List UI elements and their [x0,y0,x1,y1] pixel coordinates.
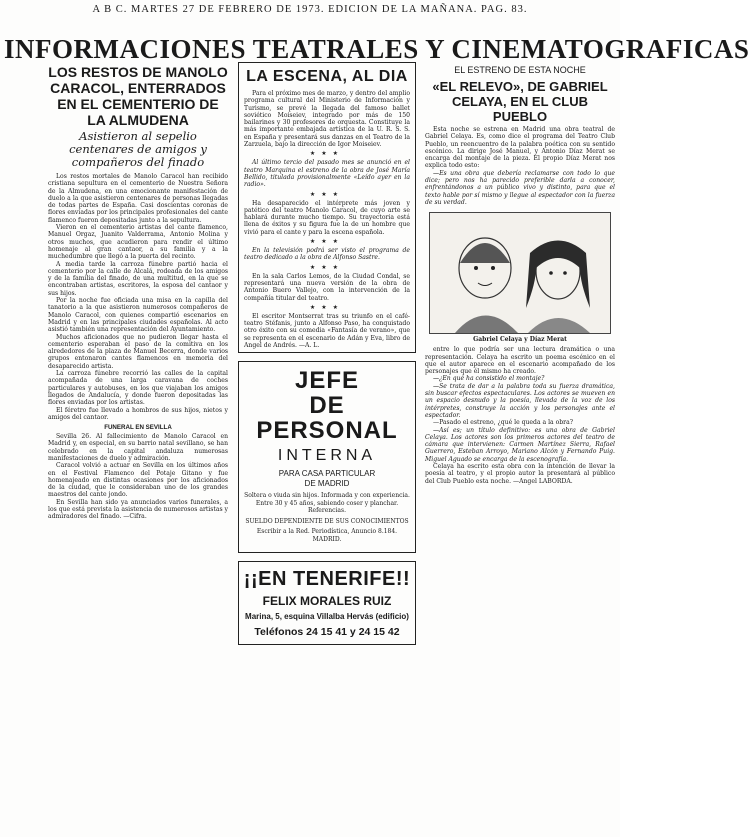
subsection-heading: FUNERAL EN SEVILLA [104,424,172,432]
paragraph: Esta noche se estrena en Madrid una obra teatral de Gabriel Celaya. Es, como dice el programa del Teatro Club Pueblo, un reencuentro de la palabra poética con su sentido escénico. La dirige José Manuel, y Antonio Díaz Merat se encarga del montaje de la pieza. El propio Díaz Merat nos explica todo esto: [425,126,615,170]
author-photo [429,212,611,334]
advert-headline: ¡¡EN TENERIFE!! [243,568,411,591]
advert-phones: Teléfonos 24 15 41 y 24 15 42 [254,626,400,639]
column-caracol [48,62,228,830]
advert-detail: Soltera o viuda sin hijos. Informada y con experiencia. Entre 30 y 45 años, sabiendo coser y planchar. Referencias. [244,492,410,515]
paragraph: La carroza fúnebre recorrió las calles de la capital acompañada de una larga caravana de coches particulares y autobuses, en los que viajaban los amigos llegados de Andalucía, y donde fueron depositadas las flores enviadas por los artistas. [48,370,228,407]
paragraph: Ha desaparecido el intérprete más joven y patético del teatro Manolo Caracol, de cuyo arte se hablará durante mucho tiempo. Su trayectoria está llena de éxitos y su figura fue la de un hombre que vivió para el cante y para la escena española. [244,199,410,236]
photo-caption: Gabriel Celaya y Díaz Merat [473,336,567,344]
paragraph: —¿En qué ha consistido el montaje? [433,375,545,383]
paragraph: —Pasado el estreno, ¿qué le queda a la obra? [433,419,573,427]
advert-headline: JEFE [294,367,360,395]
paragraph: El escritor Montserrat tras su triunfo en el café-teatro Stéfanis, junto a Alfonso Paso, ha conquistado otro éxito con su comedia «Fantasía de verano», que se representa en el escenario de Adán y Eva, libro de Angel de Andrés. —A. L. [244,312,410,350]
separator-stars: ★★★ [309,150,345,158]
section-banner: INFORMACIONES TEATRALES Y CINEMATOGRAFICAS [4,34,749,64]
escena-box [238,62,416,353]
separator-stars: ★★★ [309,263,345,271]
escena-title: LA ESCENA, AL DIA [246,68,408,85]
article-heading: «EL RELEVO», DE GABRIEL CELAYA, EN EL CLUB PUEBLO [432,79,608,124]
paragraph: Muchos aficionados que no pudieron llegar hasta el cementerio esperaban el paso de la comitiva en los alrededores de la plaza de Manuel Becerra, donde varios grupos entonaron cantes flamencos en memoria del desaparecido artista. [48,333,228,370]
column-relevo [425,62,615,830]
separator-stars: ★★★ [309,238,345,246]
advert-salary: SUELDO DEPENDIENTE DE SUS CONOCIMIENTOS [245,517,409,525]
paragraph: Celaya ha escrito esta obra con la intención de llevar la poesía al teatro, y el propio autor la presentará al público del Club Pueblo esta noche. —Angel LABORDA. [425,463,615,485]
paragraph: Para el próximo mes de marzo, y dentro del amplio programa cultural del Ministerio de Información y Turismo, se prevé la llegada del famoso ballet soviético Moiseiev, integrado por más de 150 bailarines y 30 profesores de orquesta. Constituye la más importante embajada artística de la U. R. S. S. en España y presentará sus danzas en el Teatro de la Zarzuela, bajo la dirección de Igor Moiseiev. [244,90,410,149]
page-header: A B C. MARTES 27 DE FEBRERO DE 1973. EDICION DE LA MAÑANA. PAG. 83. [92,4,528,15]
portrait-sketch-icon [430,213,610,333]
advert-line: PARA CASA PARTICULAR [278,469,376,479]
paragraph: —Así es; un título definitivo: es una obra de Gabriel Celaya. Los actores son los primeros actores del teatro de cámara que intervienen: Carmen Martínez Sierra, Rafael Guerrero, Esteban Arroyo, Mariano Alcón y Fernando Puig. Miguel Aguado se encarga de la escenografía. [425,426,615,463]
paragraph: —Se trata de dar a la palabra toda su fuerza dramática, sin buscar efectos espectaculares. Los actores se mueven en un espacio desnudo y la poesía, llevada de la voz de los intérpretes, construye la acción y los personajes ante el espectador. [425,382,615,419]
article-body [48,173,228,521]
article-subhead: Asistieron al sepelio centenares de amigos y compañeros del finado [69,129,207,169]
paragraph: Sevilla 26. Al fallecimiento de Manolo Caracol en Madrid y, en especial, en su barrio natal sevillano, se han celebrado en la capital andaluza numerosas manifestaciones de duelo y admiración. [48,433,228,462]
advert-subtitle: INTERNA [277,447,377,465]
tenerife-advert [238,561,416,645]
paragraph: En la sala Carlos Lemos, de la Ciudad Condal, se representará una nueva versión de la obra de Antonio Buero Vallejo, con la intervención de la compañía titular del teatro. [244,272,410,302]
paragraph: Al último tercio del pasado mes se anunció en el teatro Marquina el estreno de la obra de José María Bellido, titulada provisionalmente «Leído ayer en la radio». [244,159,410,189]
separator-stars: ★★★ [309,303,345,311]
paragraph: Por la noche fue oficiada una misa en la capilla del tanatorio a la que asistieron numerosos compañeros de Manolo Caracol, con quienes compartió escenarios en Madrid y en las principales ciudades españolas. Al acto asistió también una representación del Ayuntamiento. [48,297,228,334]
paragraph: En Sevilla han sido ya anunciados varios funerales, a los que está prevista la asistencia de numerosos artistas y admiradores del finado. —Cifra. [48,498,228,521]
paragraph: entre lo que podría ser una lectura dramática o una representación. Celaya ha escrito un poema escénico en el que el autor aparece en el escenario acompañado de los personajes que él mismo ha creado. [425,346,615,376]
paragraph: Vieron en el cementerio artistas del cante flamenco, Manuel Orgaz, Juanito Valderrama, Antonio Molina y otros muchos, que acudieron para rendir el último homenaje al gran cantaor, a su familia y a la muchedumbre que llegó a la puerta del recinto. [48,224,228,261]
advert-headline: DE PERSONAL [256,392,398,445]
advert-address: Marina, 5, esquina Villalba Hervás (edificio) [245,612,409,622]
article-kicker: EL ESTRENO DE ESTA NOCHE [454,65,586,75]
job-advert [238,361,416,553]
article-heading: LOS RESTOS DE MANOLO CARACOL, ENTERRADOS EN EL CEMENTERIO DE LA ALMUDENA [48,64,228,128]
paragraph: El féretro fue llevado a hombros de sus hijos, nietos y amigos del cantaor. [48,406,228,421]
article-body [425,126,615,485]
column-escena [238,62,416,830]
separator-stars: ★★★ [309,190,345,198]
paragraph: En la televisión podrá ser visto el programa de teatro dedicado a la obra de Alfonso Sastre. [244,247,410,262]
paragraph: A media tarde la carroza fúnebre partió hacia el cementerio por la calle de Alcalá, rodeada de los amigos y de la familia del finado, de una multitud, en la que se encontraban artistas, escritores, la esposa del cantaor y sus hijos. [48,260,228,297]
paragraph: —Es una obra que debería reclamarse con todo lo que dice; pero nos ha parecido preferible darla a conocer, enfrentándonos a un público vivo y distinto, para que el texto hable por sí mismo y llegue al espectador con la fuerza de su verdad. [425,169,615,206]
paragraph: Caracol volvió a actuar en Sevilla en los últimos años en el Festival Flamenco del Potaje Gitano y fue homenajeado en distintas ocasiones por los aficionados de la ciudad, que le consideraban uno de los grandes maestros del cante jondo. [48,462,228,499]
advert-name: FELIX MORALES RUIZ [262,594,392,609]
paragraph: Los restos mortales de Manolo Caracol han recibido cristiana sepultura en el cementerio de Nuestra Señora de la Almudena, en una emocionante manifestación de duelo a la que asistieron centenares de personas llegadas de todas partes de España. Casi doscientas coronas de flores enviadas por los principales profesionales del cante flamenco fueron depositadas junto a la sepultura. [48,173,228,224]
advert-contact: Escribir a la Red. Periodística, Anuncio 8.184. MADRID. [256,528,398,543]
advert-line: DE MADRID [304,479,350,489]
